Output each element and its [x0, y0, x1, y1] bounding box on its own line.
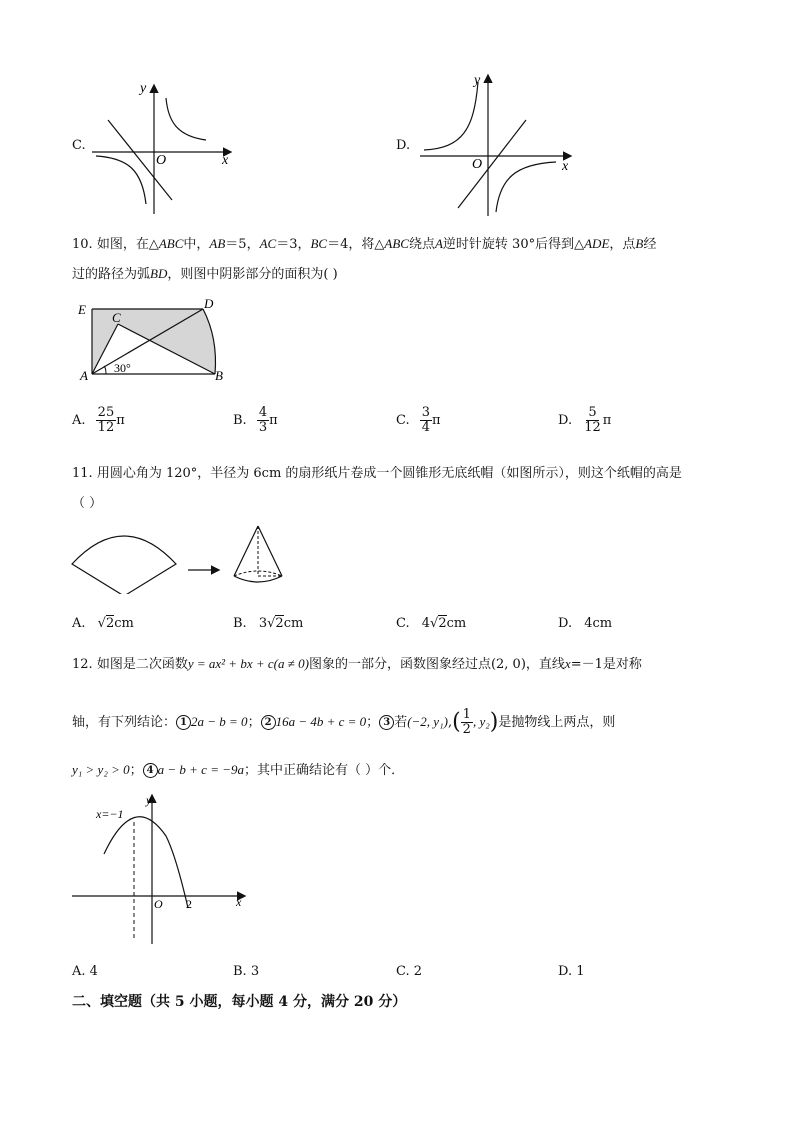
- circled-4: 4: [143, 763, 158, 778]
- q12-graph-tick-2: 2: [186, 897, 192, 911]
- q10-ab: AB: [209, 236, 226, 251]
- q10-angle-label: 30°: [114, 361, 131, 375]
- q9-d-axis-x: x: [562, 159, 569, 174]
- q10-label-c: C: [112, 310, 121, 325]
- option-letter: C.: [396, 964, 410, 979]
- q10-option-b[interactable]: [233, 406, 278, 435]
- q10-point-a: A: [434, 236, 443, 251]
- sep: ；: [129, 763, 143, 778]
- q10-option-a[interactable]: [72, 406, 125, 435]
- pi: π: [602, 413, 612, 428]
- q10-bc: BC: [310, 236, 328, 251]
- q12-text: 如图是二次函数: [96, 657, 188, 672]
- q10-label-e: E: [78, 302, 86, 317]
- q11-option-c-value: 4√2cm: [421, 616, 467, 631]
- q12-point: (2, 0): [490, 657, 526, 672]
- q12-graph: [70, 792, 250, 952]
- q10-abc: ABC: [384, 236, 409, 251]
- circled-3: 3: [379, 715, 394, 730]
- q12-stem-line3: [72, 760, 404, 781]
- q10-text: 逆时针旋转 30°后得到△: [442, 237, 585, 252]
- option-letter: D.: [558, 413, 573, 428]
- q12-option-d[interactable]: [558, 962, 585, 982]
- option-value: 2: [413, 964, 423, 979]
- q10-label-d: D: [204, 296, 214, 311]
- q12-graph-origin: O: [154, 897, 163, 911]
- option-letter: C.: [396, 616, 410, 631]
- q10-ade: ADE: [584, 236, 610, 251]
- q12-graph-label: x=−1: [96, 807, 124, 821]
- option-letter: C.: [396, 413, 410, 428]
- option-letter: A.: [72, 964, 86, 979]
- q10-text: 绕点: [408, 237, 435, 252]
- q12-func: y = ax² + bx + c: [187, 656, 274, 671]
- q10-bd: BD: [150, 266, 168, 281]
- circled-1: 1: [176, 715, 191, 730]
- q11-option-b[interactable]: [233, 614, 303, 634]
- q10-point-b: B: [635, 236, 644, 251]
- q12-text: 若: [394, 715, 408, 730]
- q9-graph-d: [416, 70, 576, 220]
- q10-bc-val: ＝4，将△: [327, 237, 385, 252]
- q12-c2: 16a − 4b + c = 0: [275, 714, 367, 729]
- q11-option-d-value: 4cm: [584, 616, 613, 631]
- q9-option-c-label[interactable]: C.: [72, 138, 86, 153]
- q12-axis-x: x: [564, 656, 571, 671]
- q12-text: 是对称: [602, 657, 642, 672]
- q10-option-b-frac: $\frac{4}{3}$: [258, 405, 268, 435]
- q12-number: 12.: [72, 657, 93, 672]
- q12-text: ，直线: [525, 657, 565, 672]
- q12-c4: a − b + c = −9a: [157, 762, 245, 777]
- option-value: 1: [576, 964, 585, 979]
- q10-option-a-frac: $\frac{25}{12}$: [97, 405, 115, 435]
- q10-ac-val: ＝3，: [276, 237, 311, 252]
- option-letter: A.: [72, 413, 86, 428]
- q10-text: 如图，在△: [96, 237, 159, 252]
- q10-text: 经: [643, 237, 657, 252]
- q12-stem-line1: [72, 654, 642, 675]
- q10-figure: [76, 296, 226, 386]
- q11-option-d[interactable]: [558, 614, 612, 634]
- q10-option-d-frac: $\frac{5}{12}$: [584, 405, 601, 435]
- q10-option-d[interactable]: [558, 406, 611, 435]
- q10-label-a: A: [80, 368, 88, 383]
- q10-stem-line2: [72, 264, 338, 285]
- q12-c3-y2: , y₂: [472, 714, 490, 729]
- q10-label-b: B: [215, 368, 223, 383]
- section-2-title: 二、填空题（共 5 小题，每小题 4 分，满分 20 分）: [72, 994, 407, 1010]
- option-letter: D.: [558, 616, 573, 631]
- sep: ；: [247, 715, 261, 730]
- option-letter: B.: [233, 616, 247, 631]
- q12-option-b[interactable]: [233, 962, 259, 982]
- q10-text: 中，: [183, 237, 210, 252]
- q12-text: 轴，有下列结论：: [72, 715, 177, 730]
- q11-option-b-value: 3√2cm: [258, 616, 304, 631]
- q12-c3-frac: $\frac{1}{2}$: [462, 707, 471, 737]
- q10-option-c-frac: $\frac{3}{4}$: [421, 405, 431, 435]
- q11-stem-line2: （ ）: [72, 496, 103, 511]
- pi: π: [116, 413, 125, 428]
- q12-c1: 2a − b = 0: [191, 714, 248, 729]
- q9-option-d-label[interactable]: D.: [396, 138, 411, 153]
- q9-c-axis-y: y: [140, 81, 147, 96]
- q12-axis-val: =－1: [570, 657, 603, 672]
- q10-stem-line1: [72, 234, 656, 255]
- q9-graph-c: [88, 80, 238, 220]
- q10-text: ，则图中阴影部分的面积为( ): [167, 267, 338, 282]
- q11-option-c[interactable]: [396, 614, 466, 634]
- q10-number: 10.: [72, 237, 93, 252]
- q12-c3-result: y₁ > y₂ > 0: [72, 762, 130, 777]
- q9-c-origin: O: [156, 153, 167, 168]
- pi: π: [432, 413, 441, 428]
- q10-text: ，点: [609, 237, 636, 252]
- q12-graph-axis-y: y: [146, 793, 152, 807]
- q10-ac: AC: [259, 236, 277, 251]
- q11-figure: [68, 520, 298, 594]
- q12-stem-line2: 轴，有下列结论： 1 2a − b = 0； 2 16a − 4b + c = 0； 3 若(−2, y₁),( $\frac{1}{2}$ , y₂)是抛物线上两点，则: [72, 707, 616, 737]
- q10-text: 过的路径为弧: [72, 267, 151, 282]
- pi: π: [269, 413, 278, 428]
- q11-option-a[interactable]: [72, 614, 134, 634]
- q9-d-origin: O: [472, 157, 483, 172]
- q12-graph-axis-x: x: [236, 895, 242, 909]
- q11-text: 用圆心角为 120°，半径为 6cm 的扇形纸片卷成一个圆锥形无底纸帽（如图所示），则这个纸帽的高是: [96, 466, 682, 481]
- option-letter: D.: [558, 964, 573, 979]
- q12-text: 图象的一部分，函数图象经过点: [308, 657, 491, 672]
- q10-ab-val: ＝5，: [225, 237, 260, 252]
- q12-text: 是抛物线上两点，则: [498, 715, 616, 730]
- q11-number: 11.: [72, 466, 93, 481]
- option-value: 3: [250, 964, 260, 979]
- sep: ；: [366, 715, 380, 730]
- q9-c-axis-x: x: [222, 153, 229, 168]
- q12-cond: (a ≠ 0): [273, 656, 309, 671]
- q11-stem-line1: [72, 464, 682, 484]
- option-value: 4: [89, 964, 98, 979]
- q12-c3-p1: (−2, y₁): [407, 714, 448, 729]
- option-letter: B.: [233, 964, 247, 979]
- q12-option-a[interactable]: [72, 962, 98, 982]
- q9-d-axis-y: y: [474, 73, 481, 88]
- q12-text: ；其中正确结论有（ ）个．: [244, 763, 405, 778]
- q10-option-c[interactable]: [396, 406, 441, 435]
- option-letter: B.: [233, 413, 247, 428]
- q12-option-c[interactable]: [396, 962, 422, 982]
- circled-2: 2: [261, 715, 276, 730]
- option-letter: A.: [72, 616, 86, 631]
- q10-abc: ABC: [158, 236, 184, 251]
- q11-option-a-value: √2cm: [97, 616, 134, 631]
